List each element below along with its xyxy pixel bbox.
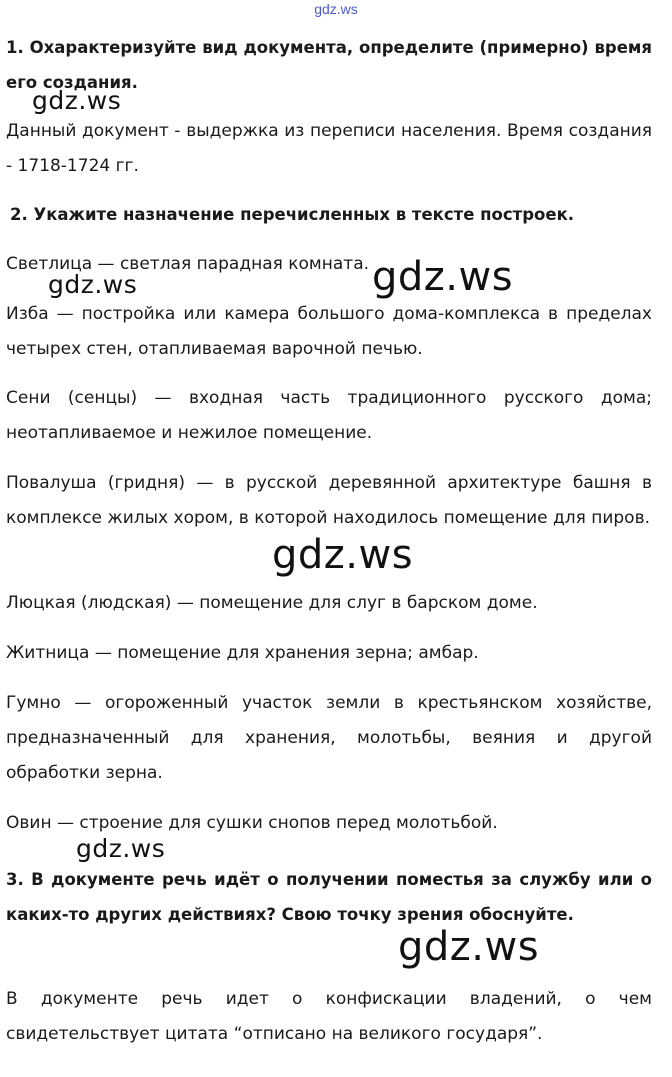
- list-item: Светлица — светлая парадная комната.: [6, 254, 370, 274]
- list-item: Повалуша (гридня) — в русской деревянной архитектуре башня в комплексе жилых хором, в которой находилось помещение для пиров.: [6, 473, 652, 528]
- list-item: Житница — помещение для хранения зерна; амбар.: [6, 643, 479, 663]
- list-item: Люцкая (людская) — помещение для слуг в барском доме.: [6, 593, 538, 613]
- list-item: Изба — постройка или камера большого дома-комплекса в пределах четырех стен, отапливаемая варочной печью.: [6, 304, 652, 359]
- list-item: Овин — строение для сушки снопов перед молотьбой.: [6, 813, 498, 833]
- watermark-top: gdz.ws: [314, 1, 358, 17]
- watermark: gdz.ws: [398, 924, 540, 970]
- watermark: gdz.ws: [48, 270, 138, 299]
- watermark: gdz.ws: [372, 254, 514, 300]
- answer-3: В документе речь идет о конфискации владений, о чем свидетельствует цитата “отписано на великого государя”.: [6, 989, 652, 1044]
- watermark: gdz.ws: [272, 532, 414, 578]
- list-item: Сени (сенцы) — входная часть традиционного русского дома; неотапливаемое и нежилое помещение.: [6, 388, 652, 443]
- answer-1: Данный документ - выдержка из переписи населения. Время создания - 1718-1724 гг.: [6, 121, 652, 176]
- watermark: gdz.ws: [76, 834, 166, 863]
- question-3: 3. В документе речь идёт о получении поместья за службу или о каких-то других действиях? Свою точку зрения обоснуйте.: [6, 870, 652, 924]
- list-item: Гумно — огороженный участок земли в крестьянском хозяйстве, предназначенный для хранения, молотьбы, веяния и другой обработки зерна.: [6, 693, 652, 783]
- question-1: 1. Охарактеризуйте вид документа, определите (примерно) время его создания.: [6, 38, 652, 92]
- question-2: 2. Укажите назначение перечисленных в тексте построек.: [10, 205, 575, 224]
- watermark: gdz.ws: [32, 86, 122, 115]
